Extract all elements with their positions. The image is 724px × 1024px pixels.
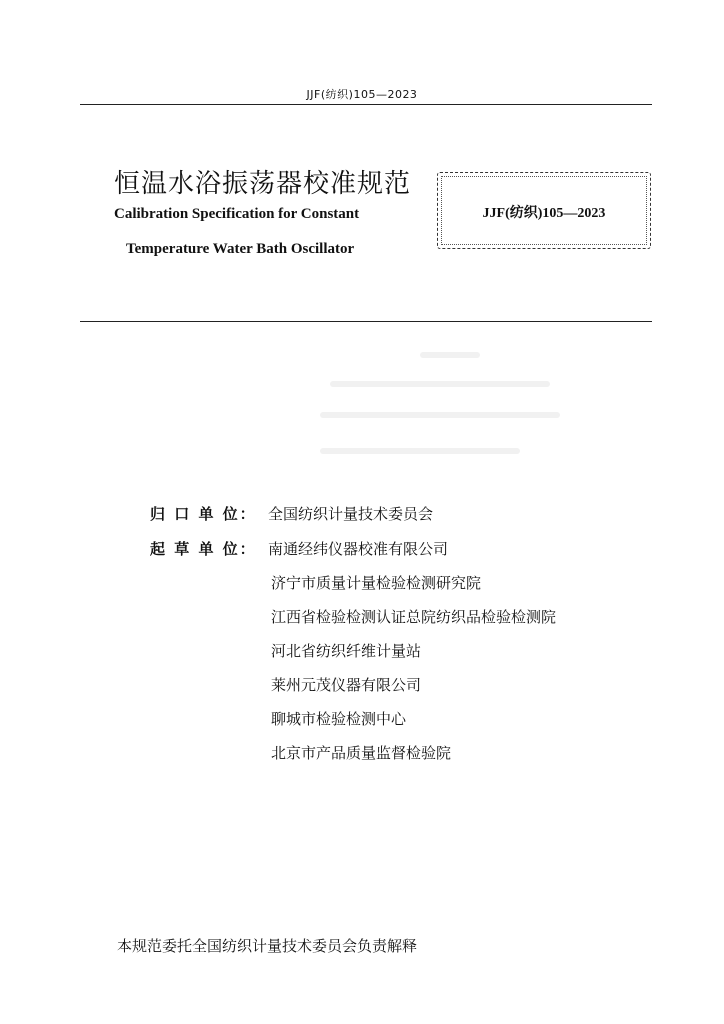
title-english-line1: Calibration Specification for Constant: [114, 206, 360, 222]
responsible-unit-value: 全国纺织计量技术委员会: [268, 505, 434, 523]
bleed-through-mark: [330, 381, 550, 387]
drafting-org: 河北省纺织纤维计量站: [271, 642, 422, 660]
bleed-through-mark: [420, 352, 480, 358]
drafting-org: 聊城市检验检测中心: [271, 710, 407, 728]
title-rule: [80, 321, 652, 322]
top-rule: [80, 104, 652, 105]
drafting-org: 江西省检验检测认证总院纺织品检验检测院: [271, 608, 557, 626]
interpretation-note: 本规范委托全国纺织计量技术委员会负责解释: [117, 937, 418, 955]
bleed-through-mark: [320, 448, 520, 454]
drafting-unit-label: 起 草 单 位：: [150, 540, 257, 558]
responsible-unit-label: 归 口 单 位：: [150, 505, 257, 523]
drafting-org: 北京市产品质量监督检验院: [271, 744, 452, 762]
drafting-org: 济宁市质量计量检验检测研究院: [271, 574, 482, 592]
specification-code-frame: [437, 172, 651, 249]
bleed-through-mark: [320, 412, 560, 418]
responsible-unit-row: [150, 503, 433, 524]
drafting-unit-row: [150, 538, 448, 559]
drafting-org: 莱州元茂仪器有限公司: [271, 676, 422, 694]
specification-code: JJF(纺织)105—2023: [482, 206, 606, 221]
header-code: JJF(纺织)105—2023: [306, 88, 418, 101]
drafting-org: 南通经纬仪器校准有限公司: [268, 540, 449, 558]
title-chinese: 恒温水浴振荡器校准规范: [114, 169, 412, 199]
title-english-line2: Temperature Water Bath Oscillator: [126, 241, 355, 257]
